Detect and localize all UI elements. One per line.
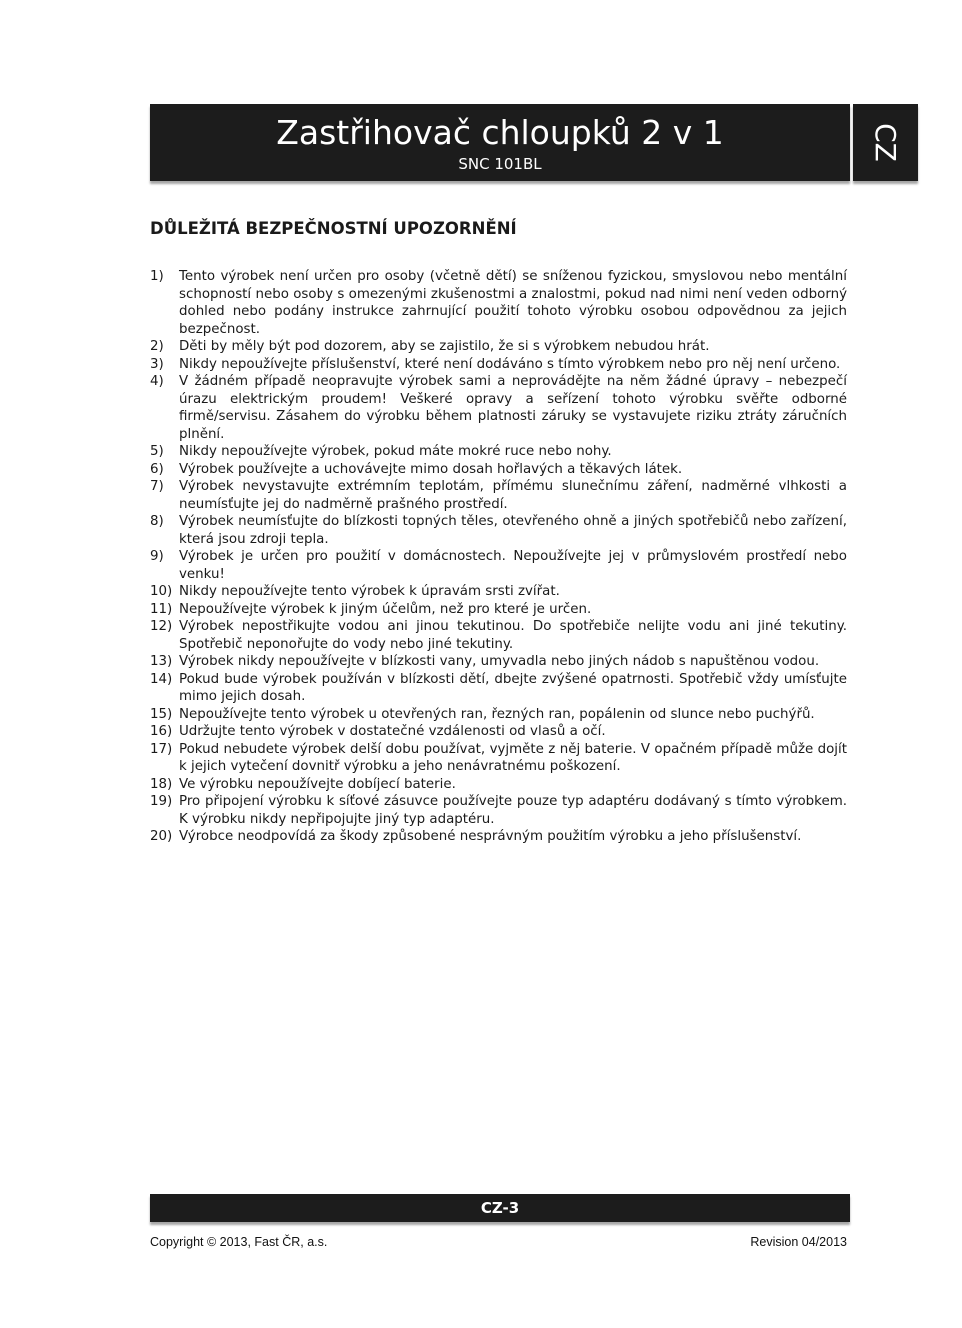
rule-number: 17) xyxy=(150,741,173,757)
rule-number: 7) xyxy=(150,479,164,494)
rule-number: 16) xyxy=(150,724,173,739)
rule-text: Nepoužívejte tento výrobek u otevřených ran, řezných ran, popálenin od slunce nebo puchýřů. xyxy=(179,706,815,722)
copyright-text: Copyright © 2013, Fast ČR, a.s. xyxy=(150,1235,328,1249)
rule-number: 20) xyxy=(150,829,173,844)
rule-number: 15) xyxy=(150,706,173,722)
rule-number: 14) xyxy=(150,671,173,687)
rule-number: 9) xyxy=(150,549,164,564)
rule-text: Udržujte tento výrobek v dostatečné vzdálenosti od vlasů a očí. xyxy=(179,724,606,739)
rule-item xyxy=(150,776,847,794)
rule-text: Děti by měly být pod dozorem, aby se zajistilo, že si s výrobkem nebudou hrát. xyxy=(179,339,710,354)
rule-item xyxy=(150,373,847,443)
rule-text: Výrobek nevystavujte extrémním teplotám, přímému slunečnímu záření, nadměrné vlhkosti a neumísťujte jej do nadměrně prašného prostředí. xyxy=(179,479,847,512)
rule-number: 13) xyxy=(150,654,173,669)
rule-text: Pokud nebudete výrobek delší dobu používat, vyjměte z něj baterie. V opačném případě může dojít k jejich vytečení dovnitř výrobku a jeho nenávratnému poškození. xyxy=(179,741,847,774)
rule-item xyxy=(150,338,847,356)
rule-item xyxy=(150,618,847,653)
rule-item xyxy=(150,828,847,846)
rule-text: Výrobek neumísťujte do blízkosti topných těles, otevřeného ohně a jiných spotřebičů nebo zařízení, která jsou zdroji tepla. xyxy=(179,514,847,547)
rule-number: 8) xyxy=(150,514,164,529)
rule-number: 2) xyxy=(150,339,164,354)
rule-text: Výrobek je určen pro použití v domácnostech. Nepoužívejte jej v průmyslovém prostředí nebo venku! xyxy=(179,549,847,582)
section-heading: DŮLEŽITÁ BEZPEČNOSTNÍ UPOZORNĚNÍ xyxy=(150,219,517,238)
rule-item xyxy=(150,653,847,671)
footer-page-bar xyxy=(150,1194,850,1222)
safety-rules-list xyxy=(150,268,847,846)
rule-number: 1) xyxy=(150,269,164,284)
rule-item xyxy=(150,741,847,776)
rule-item xyxy=(150,548,847,583)
rule-number: 11) xyxy=(150,601,173,617)
rule-item xyxy=(150,461,847,479)
rule-number: 3) xyxy=(150,356,164,372)
rule-item xyxy=(150,356,847,374)
revision-text: Revision 04/2013 xyxy=(750,1235,847,1249)
rule-text: Pokud bude výrobek používán v blízkosti dětí, dbejte zvýšené opatrnosti. Spotřebič vždy umísťujte mimo jejich dosah. xyxy=(179,671,847,704)
rule-text: Nepoužívejte výrobek k jiným účelům, než pro které je určen. xyxy=(179,601,592,617)
model-number: SNC 101BL xyxy=(458,155,542,173)
rule-text: Nikdy nepoužívejte výrobek, pokud máte mokré ruce nebo nohy. xyxy=(179,444,612,459)
rule-number: 6) xyxy=(150,461,164,477)
rule-text: Výrobce neodpovídá za škody způsobené nesprávným použitím výrobku a jeho příslušenství. xyxy=(179,829,802,844)
rule-text: Výrobek používejte a uchovávejte mimo dosah hořlavých a těkavých látek. xyxy=(179,461,683,477)
rule-text: Výrobek nepostřikujte vodou ani jinou tekutinou. Do spotřebiče nelijte vodu ani jiné tekutiny. Spotřebič neponořujte do vody nebo jiné tekutiny. xyxy=(179,619,847,652)
rule-item xyxy=(150,478,847,513)
rule-item xyxy=(150,268,847,338)
language-tab-label: CZ xyxy=(868,123,902,162)
rule-item xyxy=(150,443,847,461)
rule-text: Nikdy nepoužívejte příslušenství, které není dodáváno s tímto výrobkem nebo pro něj není určeno. xyxy=(179,356,841,372)
rule-number: 10) xyxy=(150,584,173,599)
rule-number: 19) xyxy=(150,794,173,809)
rule-item xyxy=(150,671,847,706)
page-number: CZ-3 xyxy=(480,1199,520,1217)
header-bar xyxy=(150,104,850,181)
rule-item xyxy=(150,723,847,741)
rule-text: Tento výrobek není určen pro osoby (včetně dětí) se sníženou fyzickou, smyslovou nebo mentální schopností nebo osoby s omezenými zkušenostmi a znalostmi, pokud nad nimi není veden odborný dohled nebo podány instrukce zahrnující použití tohoto výrobku osobou odpovědnou za jejich bezpečnost. xyxy=(179,269,847,337)
rule-number: 18) xyxy=(150,776,173,792)
page-title: Zastřihovač chloupků 2 v 1 xyxy=(276,113,724,152)
rule-text: Pro připojení výrobku k síťové zásuvce používejte pouze typ adaptéru dodávaný s tímto výrobkem. K výrobku nikdy nepřipojujte jiný typ adaptéru. xyxy=(179,794,847,827)
rule-item xyxy=(150,583,847,601)
rule-text: V žádném případě neopravujte výrobek sami a neprovádějte na něm žádné úpravy – nebezpečí úrazu elektrickým proudem! Veškeré opravy a seřízení tohoto výrobku svěřte odborné firmě/servisu. Zásahem do výrobku během platnosti záruky se vystavujete riziku ztráty záručních plnění. xyxy=(179,374,847,442)
language-tab xyxy=(853,104,918,181)
rule-text: Nikdy nepoužívejte tento výrobek k úpravám srsti zvířat. xyxy=(179,584,560,599)
rule-number: 4) xyxy=(150,374,164,389)
rule-item xyxy=(150,513,847,548)
rule-item xyxy=(150,706,847,724)
rule-number: 5) xyxy=(150,444,164,459)
rule-item xyxy=(150,793,847,828)
rule-text: Ve výrobku nepoužívejte dobíjecí baterie. xyxy=(179,776,456,792)
rule-item xyxy=(150,601,847,619)
rule-number: 12) xyxy=(150,619,173,634)
rule-text: Výrobek nikdy nepoužívejte v blízkosti vany, umyvadla nebo jiných nádob s napuštěnou vodou. xyxy=(179,654,820,669)
